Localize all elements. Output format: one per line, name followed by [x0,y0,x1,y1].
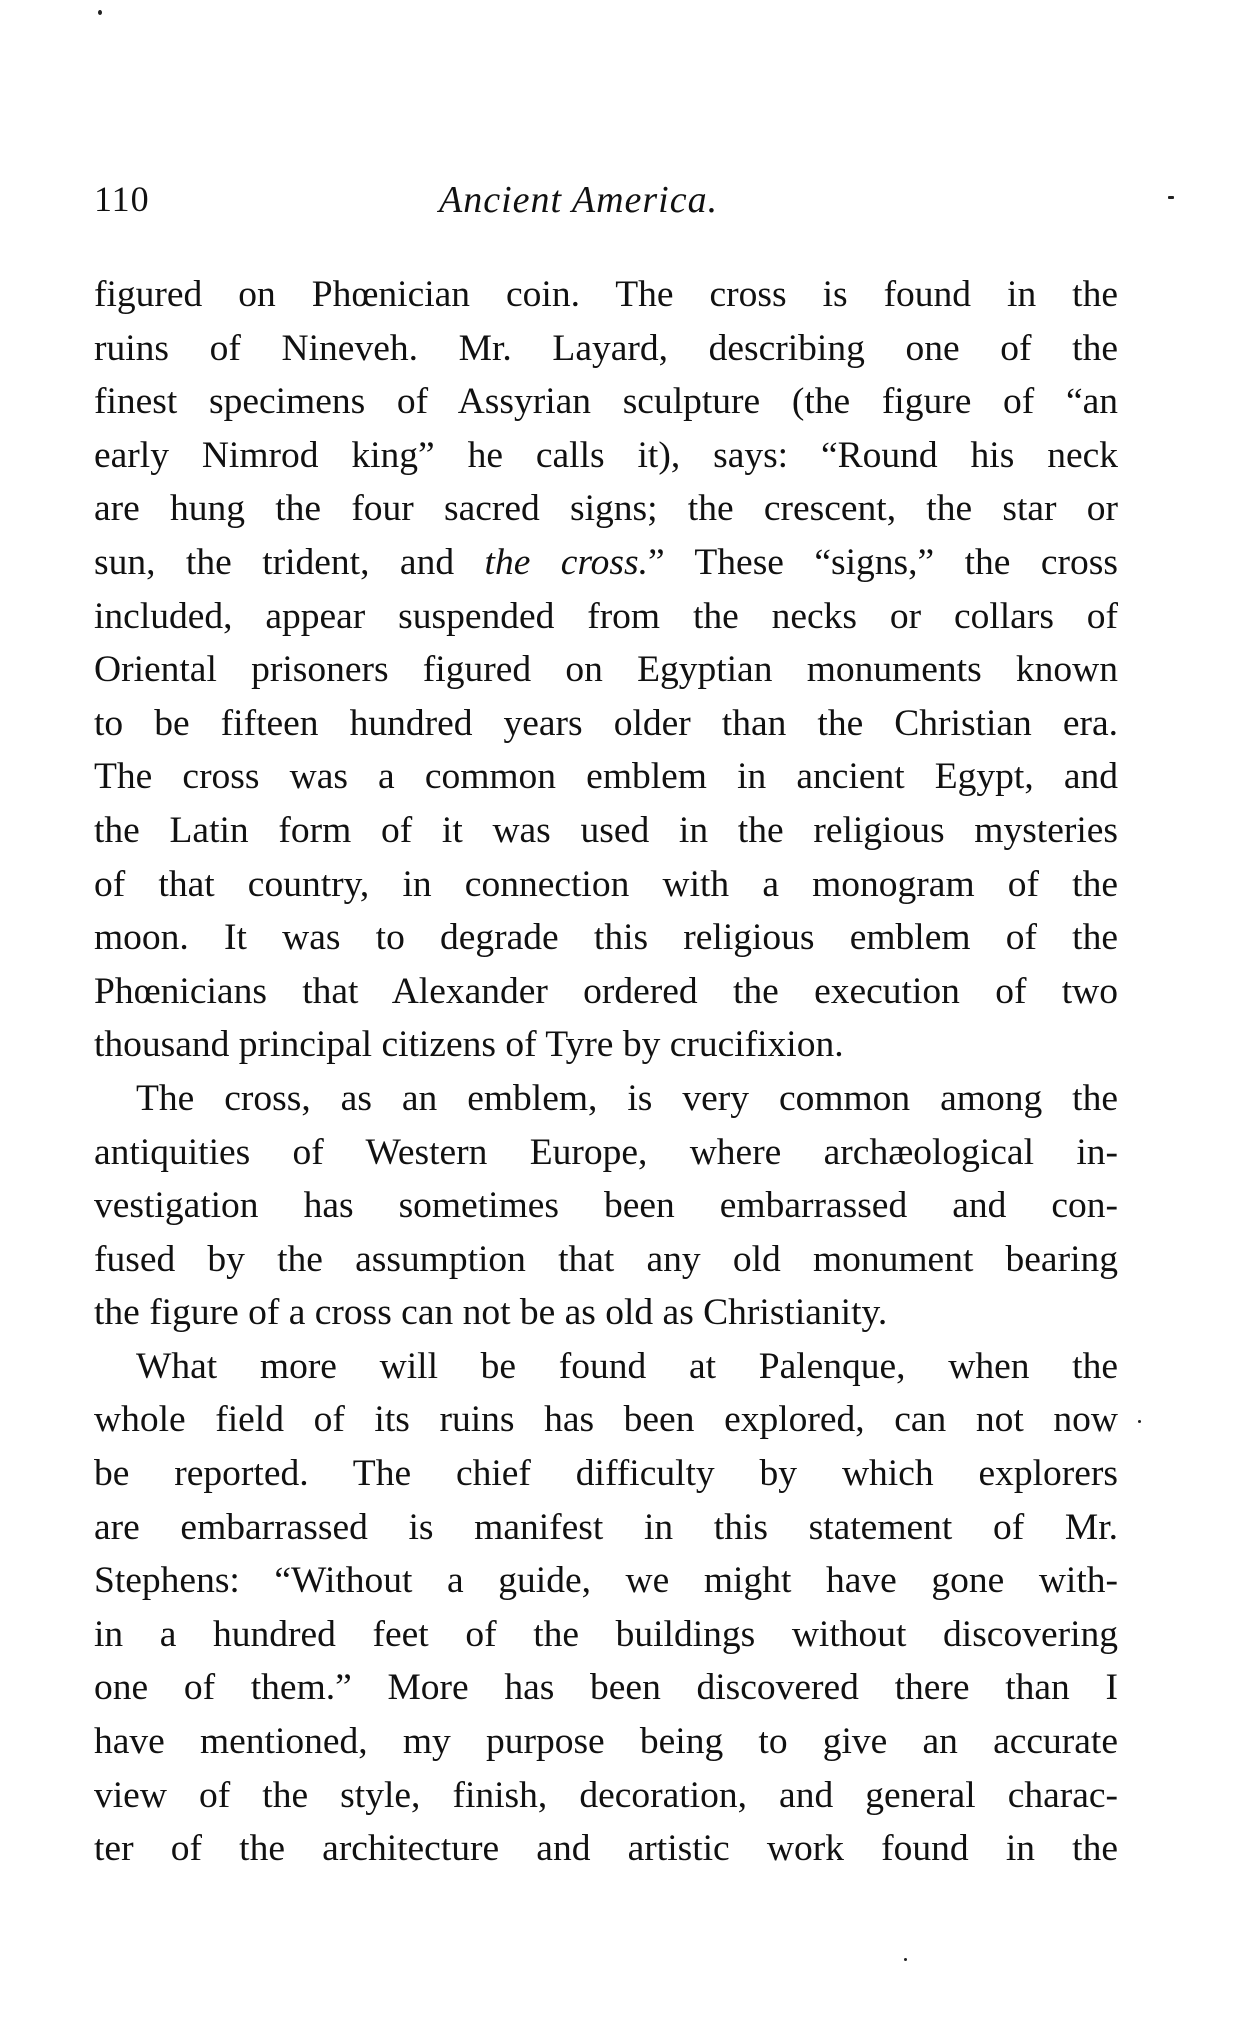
text-line: Stephens: “Without a guide, we might have gone with- [94,1560,1118,1602]
text-line: be reported. The chief difficulty by which explorers [94,1453,1118,1495]
text-line: view of the style, finish, decoration, and general charac- [94,1774,1118,1816]
text-line: are embarrassed is manifest in this statement of Mr. [94,1506,1118,1548]
text-line: The cross, as an emblem, is very common among the [136,1077,1118,1119]
print-speck [1138,1420,1141,1423]
text-line: the Latin form of it was used in the religious mysteries [94,809,1118,851]
text-line: one of them.” More has been discovered there than I [94,1667,1118,1709]
text-line: the figure of a cross can not be as old as Christianity. [94,1292,888,1334]
body-text [94,268,1118,1876]
text-line: of that country, in connection with a monogram of the [94,863,1118,905]
paragraph [94,268,1118,1072]
paragraph [94,1072,1118,1340]
print-speck [904,1958,907,1961]
print-speck [98,10,102,15]
running-title: Ancient America. [439,179,719,221]
text-line: are hung the four sacred signs; the crescent, the star or [94,488,1118,530]
text-line: figured on Phœnician coin. The cross is found in the [94,274,1118,315]
text-line: whole field of its ruins has been explored, can not now [94,1399,1118,1441]
text-line: moon. It was to degrade this religious emblem of the [94,917,1118,959]
text-line: early Nimrod king” he calls it), says: “Round his neck [94,434,1118,476]
page-number: 110 [94,179,150,219]
text-line: to be fifteen hundred years older than the Christian era. [94,702,1118,744]
text-line: thousand principal citizens of Tyre by crucifixion. [94,1024,844,1066]
text-line: vestigation has sometimes been embarrassed and con- [94,1185,1118,1227]
text-line: ter of the architecture and artistic work found in the [94,1828,1118,1870]
text-line: What more will be found at Palenque, when the [136,1345,1118,1387]
running-header [94,178,1124,228]
text-line: in a hundred feet of the buildings without discovering [94,1613,1118,1655]
text-line: Phœnicians that Alexander ordered the execution of two [94,970,1118,1012]
text-line: ruins of Nineveh. Mr. Layard, describing one of the [94,327,1118,369]
text-line: finest specimens of Assyrian sculpture (the figure of “an [94,381,1118,423]
text-line: have mentioned, my purpose being to give an accurate [94,1721,1118,1763]
text-line: The cross was a common emblem in ancient Egypt, and [94,756,1118,798]
text-line: sun, the trident, and the cross.” These “signs,” the cross [94,541,1118,583]
print-speck [1168,196,1174,199]
text-line: Oriental prisoners figured on Egyptian monuments known [94,649,1118,691]
italic-emphasis: the cross. [484,541,648,583]
text-line: fused by the assumption that any old monument bearing [94,1238,1118,1280]
text-line: antiquities of Western Europe, where archæological in- [94,1131,1118,1173]
paragraph [94,1340,1118,1876]
text-line: included, appear suspended from the necks or collars of [94,595,1118,637]
